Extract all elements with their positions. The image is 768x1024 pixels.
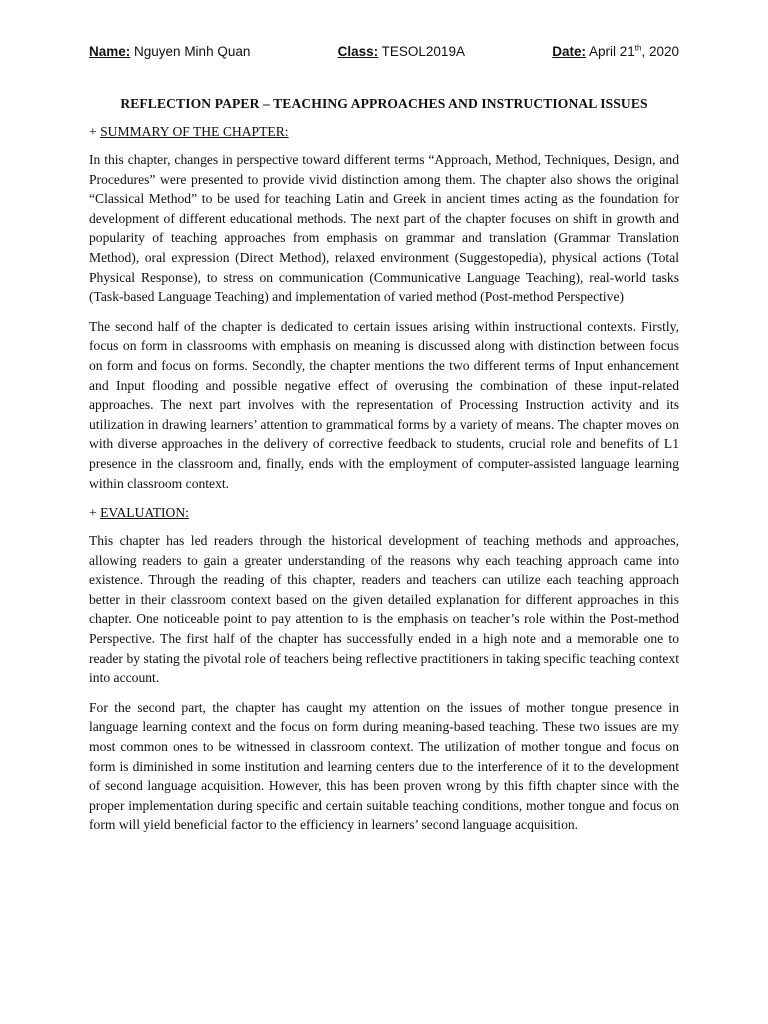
header-row [89, 44, 679, 66]
date-prefix: April 21 [589, 44, 635, 59]
evaluation-marker: + [89, 505, 101, 521]
date-suffix: th [634, 43, 642, 53]
name-value: Nguyen Minh Quan [134, 44, 251, 59]
class-value: TESOL2019A [381, 44, 465, 59]
summary-paragraph-1: In this chapter, changes in perspective toward different terms “Approach, Method, Techniques, Design, and Procedures” were presented to provide vivid distinction among them. The chapter also shows the original “Classical Method” to be used for teaching Latin and Greek in ancient times acting as the foundation for development of different educational methods. The next part of the chapter focuses on shift in growth and popularity of teaching approaches from emphasis on grammar and translation (Grammar Translation Method), oral expression (Direct Method), relaxed environment (Suggestopedia), physical actions (Total Physical Response), to stress on communication (Communicative Language Teaching), real-world tasks (Task-based Language Teaching) and implementation of varied method (Post-method Perspective) [89, 152, 679, 305]
class-field [338, 44, 465, 59]
date-year: , 2020 [641, 44, 679, 59]
date-field [552, 44, 679, 59]
date-label: Date: [552, 44, 586, 59]
summary-paragraph-2: The second half of the chapter is dedicated to certain issues arising within instructional contexts. Firstly, focus on form in classrooms with emphasis on meaning is discussed along with distinction between focus on form and focus on forms. Secondly, the chapter mentions the two different terms of Input enhancement and Input flooding and possible negative effect of overusing the combination of these input-related approaches. The next part involves with the representation of Processing Instruction activity and its utilization in drawing learners’ attention to grammatical forms by a variety of means. The chapter moves on with diverse approaches in the delivery of corrective feedback to students, crucial role and benefits of L1 presence in the classroom and, finally, ends with the employment of computer-assisted language learning within classroom context. [89, 318, 679, 491]
class-label: Class: [337, 44, 379, 59]
name-field [89, 44, 250, 59]
evaluation-paragraph-2: For the second part, the chapter has caught my attention on the issues of mother tongue presence in language learning context and the focus on form during meaning-based teaching. These two issues are my most common ones to be witnessed in classroom context. The utilization of mother tongue and focus on form is diminished in some institution and learning centers due to the interference of it to the development of second language acquisition. However, this has been proven wrong by this fifth chapter since with the proper implementation during specific and certain suitable teaching conditions, mother tongue and focus on form will yield beneficial factor to the efficiency in learners’ second language acquisition. [89, 699, 679, 833]
evaluation-heading-text: EVALUATION: [100, 505, 189, 521]
document-page [89, 44, 679, 835]
summary-marker: + [89, 124, 101, 139]
evaluation-heading [89, 505, 679, 521]
summary-heading-text: SUMMARY OF THE CHAPTER: [100, 124, 289, 139]
document-title: REFLECTION PAPER – TEACHING APPROACHES AND INSTRUCTIONAL ISSUES [120, 96, 648, 111]
summary-heading [89, 124, 679, 140]
evaluation-paragraph-1: This chapter has led readers through the historical development of teaching methods and approaches, allowing readers to gain a greater understanding of the reasons why each teaching approach came into existence. Through the reading of this chapter, readers and teachers can utilize each teaching approach better in their classroom context based on the given detailed explanation for different approaches in this chapter. One noticeable point to pay attention to is the emphasis on teacher’s role within the Post-method Perspective. The first half of the chapter has successfully ended in a high note and a memorable one to reader by stating the pivotal role of teachers being reflective practitioners in taking specific teaching context into account. [89, 533, 679, 686]
name-label: Name: [89, 44, 131, 59]
